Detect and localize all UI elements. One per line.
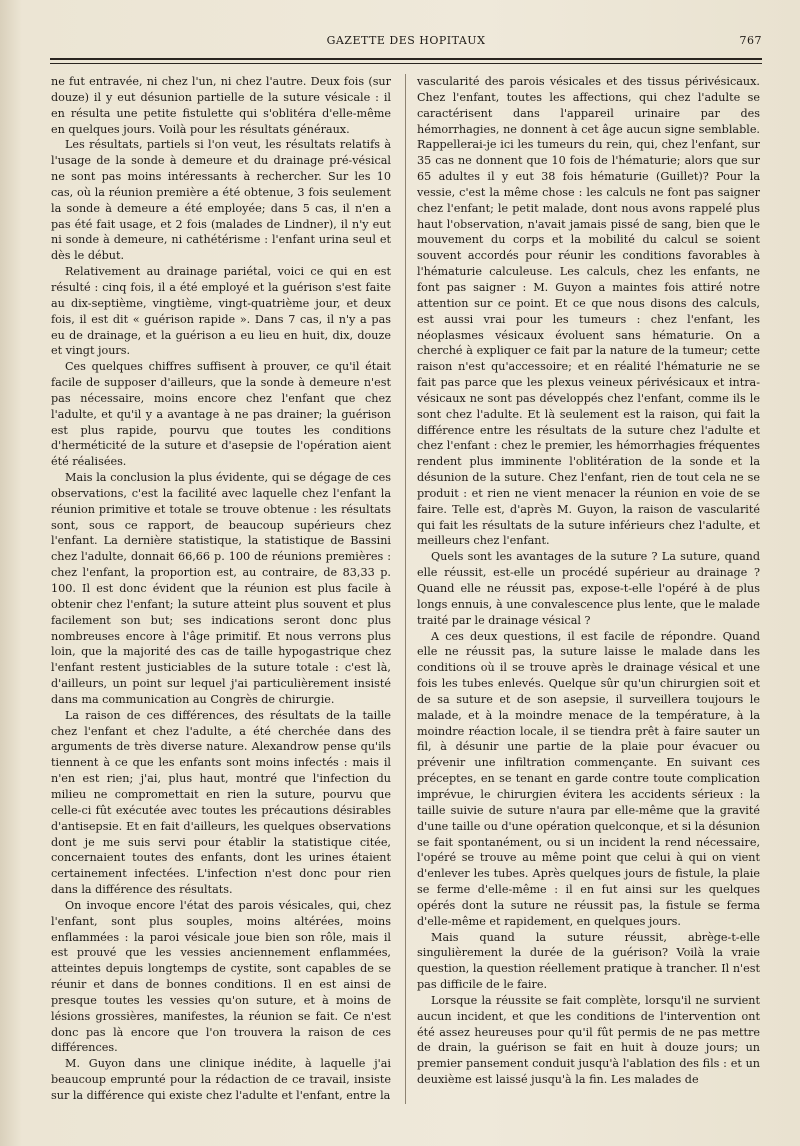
paragraph: vascularité des parois vésicales et des tissus périvésicaux. Chez l'enfant, toutes les affections, qui chez l'adulte se caractérisent dans l'appareil urinaire par des hémorrhagies, ne donnent à cet âge aucun signe semblable. Rappellerai-je ici les tumeurs du rein, qui, chez l'enfant, sur 35 cas ne donnent que 10 fois de l'hématurie; alors que sur 65 adultes il y eut 38 fois hématurie (Guillet)? Pour la vessie, c'est la même chose : les calculs ne font pas saigner chez l'enfant; le petit malade, dont nous avons rappelé plus haut l'observation, n'avait jamais pissé de sang, bien que le mouvement du corps et la mobilité du calcul se soient souvent accordés pour réunir les conditions favorables à l'hématurie calculeuse. Les calculs, chez les enfants, ne font pas saigner : M. Guyon a maintes fois attiré notre attention sur ce point. Et ce que nous disons des calculs, est aussi vrai pour les tumeurs : chez l'enfant, les néoplasmes vésicaux évoluent sans hématurie. On a cherché à expliquer ce fait par la nature de la tumeur; cette raison n'est qu'accessoire; et en réalité l'hématurie ne se fait pas parce que les plexus veineux périvésicaux et intra-vésicaux ne sont pas développés chez l'enfant, comme ils le sont chez l'adulte. Et là seulement est la raison, qui fait la différence entre les résultats de la suture chez l'adulte et chez l'enfant : chez le premier, les hémorrhagies fréquentes rendent plus imminente l'oblitération de la sonde et la désunion de la suture. Chez l'enfant, rien de tout cela ne se produit : et rien ne vient menacer la réunion en voie de se faire. Telle est, d'après M. Guyon, la raison de vascularité qui fait les résultats de la suture inférieurs chez l'adulte, et meilleurs chez l'enfant. xyxy=(417,75,760,548)
paragraph: Mais la conclusion la plus évidente, qui se dégage de ces observations, c'est la facilité avec laquelle chez l'enfant la réunion primitive et totale se trouve obtenue : les résultats sont, sous ce rapport, de beaucoup supérieurs chez l'enfant. La dernière statistique, la statistique de Bassini chez l'adulte, donnait 66,66 p. 100 de réunions premières : chez l'enfant, la proportion est, au contraire, de 83,33 p. 100. Il est donc évident que la réunion est plus facile à obtenir chez l'enfant; la suture atteint plus souvent et plus facilement son but; ses indications seront donc plus nombreuses encore à l'âge primitif. Et nous verrons plus loin, que la majorité des cas de taille hypogastrique chez l'enfant restent justiciables de la suture totale : c'est là, d'ailleurs, un point sur lequel j'ai particulièrement insisté dans ma communication au Congrès de chirurgie. xyxy=(51,471,391,706)
left-column xyxy=(51,74,391,1104)
journal-title: GAZETTE DES HOPITAUX xyxy=(326,34,486,47)
paragraph: On invoque encore l'état des parois vésicales, qui, chez l'enfant, sont plus souples, moins altérées, moins enflammées : la paroi vésicale joue bien son rôle, mais il est prouvé que les vessies anciennement enflammées, atteintes depuis longtemps de cystite, sont capables de se réunir et dans de bonnes conditions. Il en est ainsi de presque toutes les vessies qu'on suture, et à moins de lésions grossières, manifestes, la réunion se fait. Ce n'est donc pas là encore que l'on trouvera la raison de ces différences. xyxy=(51,898,391,1055)
paragraph: Mais quand la suture réussit, abrège-t-elle singulièrement la durée de la guérison? Voilà la vraie question, la question réellement pratique à trancher. Il n'est pas difficile de le faire. xyxy=(417,930,760,992)
paragraph: La raison de ces différences, des résultats de la taille chez l'enfant et chez l'adulte, a été cherchée dans des arguments de très diverse nature. Alexandrow pense qu'ils tiennent à ce que les enfants sont moins infectés : mais il n'en est rien; j'ai, plus haut, montré que l'infection du milieu ne compromettait en rien la suture, pourvu que celle-ci fût exécutée avec toutes les précautions désirables d'antisepsie. Et en fait d'ailleurs, les quelques observations dont je me suis servi pour établir la statistique citée, concernaient toutes des enfants, dont les urines étaient certainement infectées. L'infection n'est donc pour rien dans la différence des résultats. xyxy=(51,708,391,897)
paragraph: M. Guyon dans une clinique inédite, à laquelle j'ai beaucoup emprunté pour la rédaction de ce travail, insiste sur la différence qui existe chez l'adulte et l'enfant, entre la xyxy=(51,1057,391,1102)
header-rule-thin xyxy=(50,63,762,64)
paragraph: Quels sont les avantages de la suture ? La suture, quand elle réussit, est-elle un procédé supérieur au drainage ? Quand elle ne réussit pas, expose-t-elle l'opéré à de plus longs ennuis, à une convalescence plus lente, que le malade traité par le drainage vésical ? xyxy=(417,550,760,627)
page-header xyxy=(50,30,762,50)
paragraph: Les résultats, partiels si l'on veut, les résultats relatifs à l'usage de la sonde à demeure et du drainage pré-vésical ne sont pas moins intéressants à rechercher. Sur les 10 cas, où la réunion première a été obtenue, 3 fois seulement la sonde à demeure a été employée; dans 5 cas, il n'en a pas été fait usage, et 2 fois (malades de Lindner), il n'y eut ni sonde à demeure, ni cathétérisme : l'enfant urina seul et dès le début. xyxy=(51,138,391,263)
right-column xyxy=(417,74,760,1088)
page-number: 767 xyxy=(739,34,762,47)
paragraph: Ces quelques chiffres suffisent à prouver, ce qu'il était facile de supposer d'ailleurs, que la sonde à demeure n'est pas nécessaire, moins encore chez l'enfant que chez l'adulte, et qu'il y a avantage à ne pas drainer; la guérison est plus rapide, pourvu que toutes les conditions d'herméticité de la suture et d'asepsie de l'opération aient été réalisées. xyxy=(51,360,391,469)
paragraph: A ces deux questions, il est facile de répondre. Quand elle ne réussit pas, la suture laisse le malade dans les conditions où il se trouve après le drainage vésical et une fois les tubes enlevés. Quelque sûr qu'un chirurgien soit et de sa suture et de son asepsie, il surveillera toujours le malade, et à la moindre menace de la température, à la moindre réaction locale, il se tiendra prêt à faire sauter un fil, à désunir une partie de la plaie pour évacuer ou prévenir une infiltration commençante. En suivant ces préceptes, en se tenant en garde contre toute complication imprévue, le chirurgien évitera les accidents sérieux : la taille suivie de suture n'aura par elle-même que la gravité d'une taille ou d'une opération quelconque, et si la désunion se fait spontanément, ou si un incident la rend nécessaire, l'opéré se trouve au même point que celui à qui on vient d'enlever les tubes. Après quelques jours de fistule, la plaie se ferme d'elle-même : il en fut ainsi sur les quelques opérés dont la suture ne réussit pas, la fistule se ferma d'elle-même et rapidement, en quelques jours. xyxy=(417,629,761,928)
column-divider xyxy=(405,74,406,1104)
header-rule-thick xyxy=(50,58,762,60)
paragraph: Lorsque la réussite se fait complète, lorsqu'il ne survient aucun incident, et que les conditions de l'intervention ont été assez heureuses pour qu'il fût permis de ne pas mettre de drain, la guérison se fait en huit à douze jours; un premier pansement conduit jusqu'à l'ablation des fils : et un deuxième est laissé jusqu'à la fin. Les malades de xyxy=(417,993,760,1087)
paragraph: Relativement au drainage pariétal, voici ce qui en est résulté : cinq fois, il a été employé et la guérison s'est faite au dix-septième, vingtième, vingt-quatrième jour, et deux fois, il est dit « guérison rapide ». Dans 7 cas, il n'y a pas eu de drainage, et la guérison a eu lieu en huit, dix, douze et vingt jours. xyxy=(51,265,391,358)
paragraph: ne fut entravée, ni chez l'un, ni chez l'autre. Deux fois (sur douze) il y eut désunion partielle de la suture vésicale : il en résulta une petite fistulette qui s'oblitéra d'elle-même en quelques jours. Voilà pour les résultats généraux. xyxy=(51,75,391,136)
